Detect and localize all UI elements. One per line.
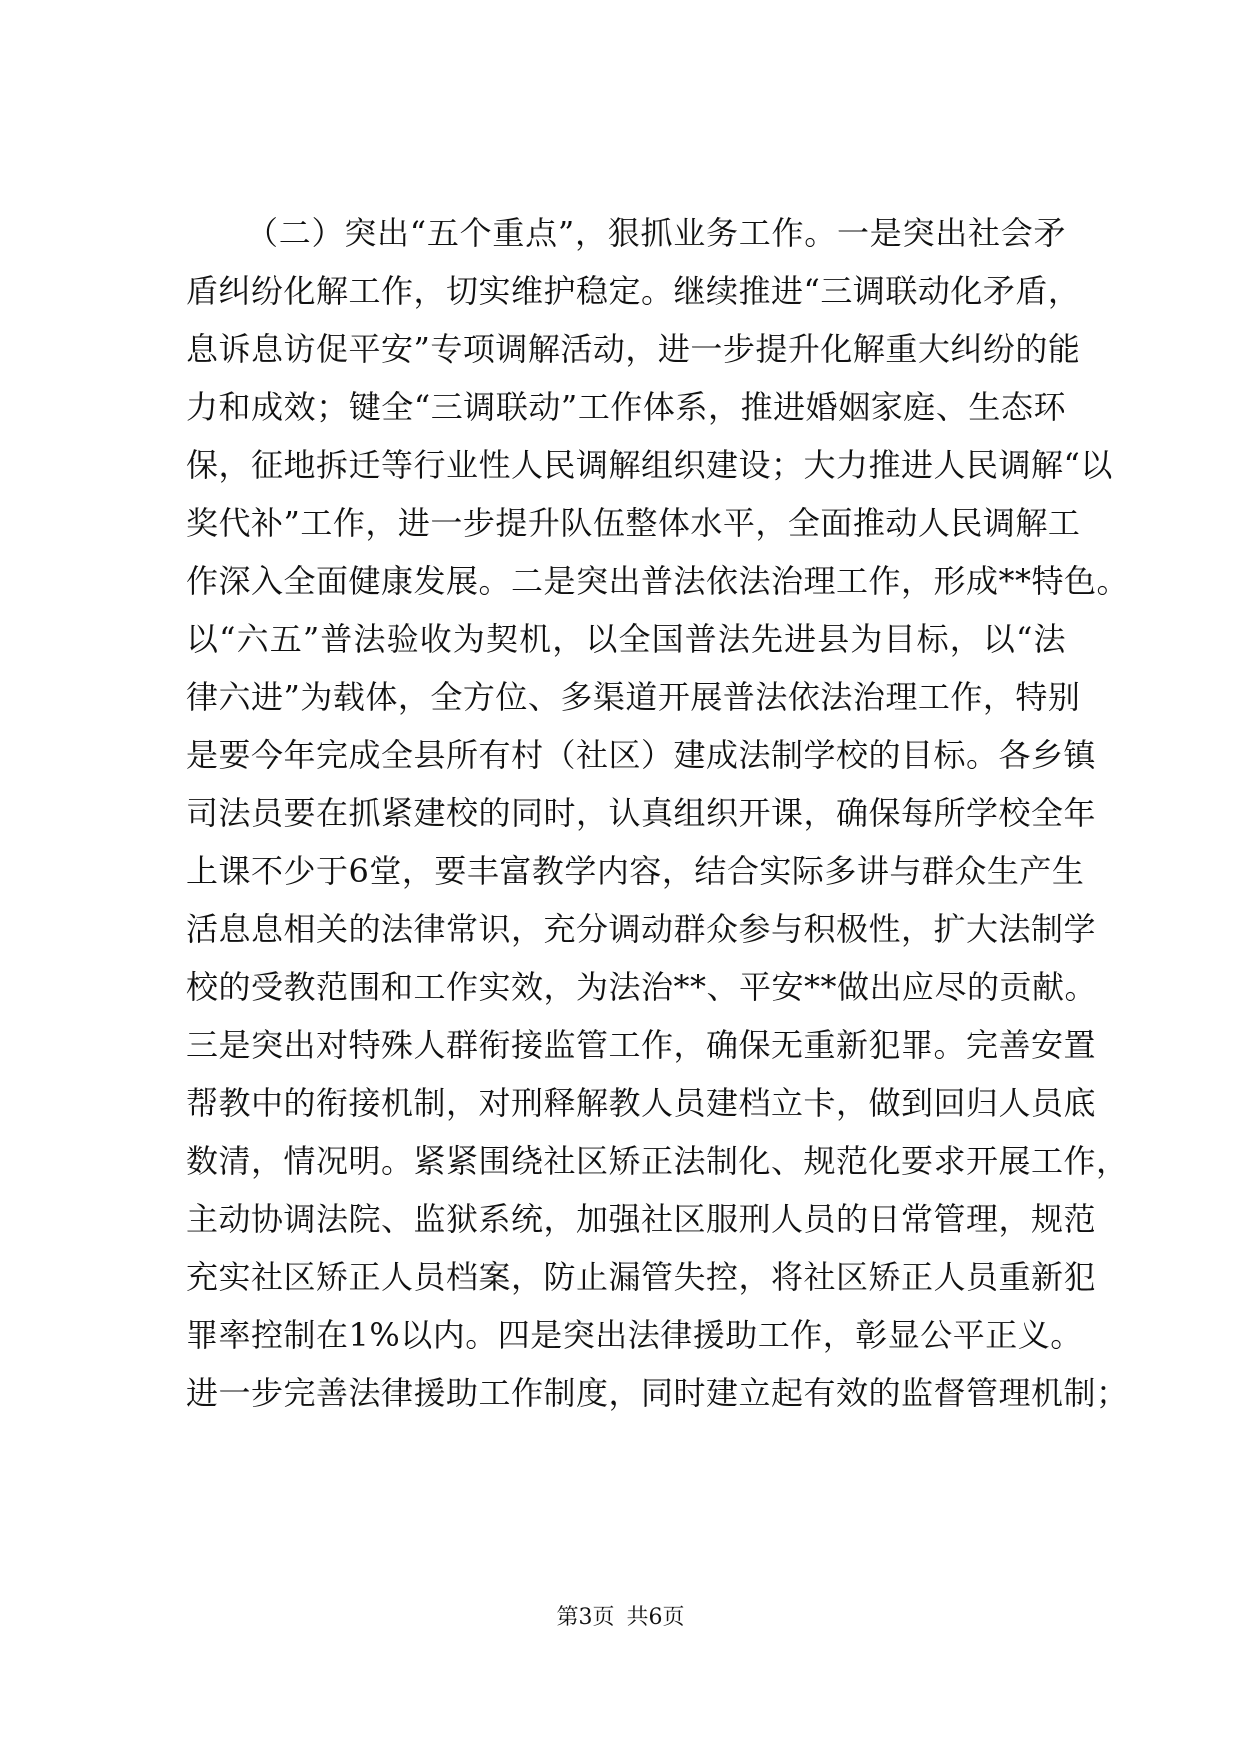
paragraph-line: 校的受教范围和工作实效，为法治**、平安**做出应尽的贡献。: [186, 968, 1098, 1006]
paragraph-line: 律六进”为载体，全方位、多渠道开展普法依法治理工作，特别: [186, 678, 1081, 716]
page-footer: [0, 1603, 1241, 1633]
paragraph-line: 力和成效；键全“三调联动”工作体系，推进婚姻家庭、生态环: [186, 388, 1066, 426]
paragraph-line: 罪率控制在1%以内。四是突出法律援助工作，彰显公平正义。: [186, 1316, 1083, 1354]
paragraph-line: 保，征地拆迁等行业性人民调解组织建设；大力推进人民调解“以: [186, 446, 1113, 484]
paragraph-line: 主动协调法院、监狱系统，加强社区服刑人员的日常管理，规范: [186, 1200, 1097, 1238]
paragraph-line: 是要今年完成全县所有村（社区）建成法制学校的目标。各乡镇: [186, 736, 1097, 774]
page-total: 共6页: [626, 1605, 685, 1630]
paragraph-line: 作深入全面健康发展。二是突出普法依法治理工作，形成**特色。: [186, 562, 1130, 600]
page-number: 第3页: [556, 1605, 615, 1630]
paragraph-line: 司法员要在抓紧建校的同时，认真组织开课，确保每所学校全年: [186, 794, 1097, 832]
paragraph-line: 充实社区矫正人员档案，防止漏管失控，将社区矫正人员重新犯: [186, 1258, 1097, 1296]
paragraph-line: （二）突出“五个重点”，狠抓业务工作。一是突出社会矛: [246, 214, 1066, 252]
paragraph-line: 数清，情况明。紧紧围绕社区矫正法制化、规范化要求开展工作，: [186, 1142, 1129, 1180]
paragraph-line: 三是突出对特殊人群衔接监管工作，确保无重新犯罪。完善安置: [186, 1026, 1097, 1064]
paragraph-line: 息诉息访促平安”专项调解活动，进一步提升化解重大纠纷的能: [186, 330, 1081, 368]
paragraph-line: 奖代补”工作，进一步提升队伍整体水平，全面推动人民调解工: [186, 504, 1081, 542]
paragraph-line: 盾纠纷化解工作，切实维护稳定。继续推进“三调联动化矛盾，: [186, 272, 1081, 310]
paragraph-line: 进一步完善法律援助工作制度，同时建立起有效的监督管理机制；: [186, 1374, 1129, 1412]
paragraph-line: 活息息相关的法律常识，充分调动群众参与积极性，扩大法制学: [186, 910, 1097, 948]
paragraph-line: 帮教中的衔接机制，对刑释解教人员建档立卡，做到回归人员底: [186, 1084, 1097, 1122]
paragraph-line: 以“六五”普法验收为契机，以全国普法先进县为目标，以“法: [186, 620, 1066, 658]
paragraph-line: 上课不少于6堂，要丰富教学内容，结合实际多讲与群众生产生: [186, 852, 1085, 890]
